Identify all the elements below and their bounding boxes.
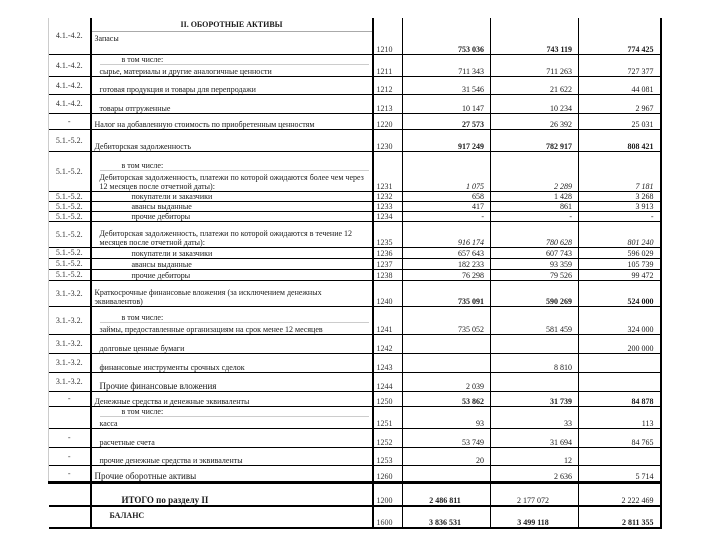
sub-label: в том числе:	[100, 407, 369, 417]
value-cell: 3 836 531	[403, 506, 491, 528]
row-label: Дебиторская задолженность	[91, 129, 373, 151]
note-cell: 5.1.-5.2.	[49, 129, 91, 151]
row-label: Запасы	[94, 34, 119, 43]
sub-label: в том числе:	[100, 313, 369, 323]
value-cell: 31 694	[491, 428, 579, 447]
row-label: БАЛАНС	[91, 506, 373, 528]
value-cell: 84 765	[579, 428, 661, 447]
value-cell: 753 036	[403, 18, 491, 54]
value-cell: 26 392	[491, 113, 579, 129]
table-row	[49, 191, 661, 201]
code-cell: 1220	[373, 113, 403, 129]
row-label: готовая продукция и товары для перепродажи	[91, 76, 373, 94]
value-cell: 743 119	[491, 18, 579, 54]
row-label: прочие дебиторы	[91, 211, 373, 221]
value-cell	[403, 353, 491, 372]
value-cell: 84 878	[579, 391, 661, 406]
code-cell: 1235	[373, 221, 403, 247]
table-row	[49, 211, 661, 221]
note-cell: -	[49, 465, 91, 482]
value-cell: -	[491, 211, 579, 221]
value-cell: 2 967	[579, 94, 661, 113]
balance-sheet	[48, 18, 660, 529]
code-cell: 1241	[373, 306, 403, 334]
note-cell: 5.1.-5.2.	[49, 258, 91, 269]
value-cell: 2 811 355	[579, 506, 661, 528]
value-cell: 2 039	[403, 372, 491, 391]
value-cell: 2 486 811	[403, 482, 491, 506]
code-cell: 1210	[373, 18, 403, 54]
table-row	[49, 465, 661, 482]
value-cell: 5 714	[579, 465, 661, 482]
value-cell: 33	[491, 406, 579, 428]
value-cell	[491, 372, 579, 391]
value-cell: -	[579, 211, 661, 221]
value-cell	[491, 334, 579, 353]
value-cell: 99 472	[579, 269, 661, 280]
note-cell: 3.1.-3.2.	[49, 353, 91, 372]
code-cell: 1253	[373, 447, 403, 465]
code-cell: 1251	[373, 406, 403, 428]
note-cell: 5.1.-5.2.	[49, 151, 91, 191]
value-cell: 524 000	[579, 280, 661, 306]
value-cell: 808 421	[579, 129, 661, 151]
code-cell: 1232	[373, 191, 403, 201]
note-cell	[49, 482, 91, 506]
value-cell: 25 031	[579, 113, 661, 129]
table-row	[49, 334, 661, 353]
value-cell: 735 091	[403, 280, 491, 306]
value-cell	[579, 447, 661, 465]
note-cell: 3.1.-3.2.	[49, 306, 91, 334]
note-cell: -	[49, 113, 91, 129]
row-label: Прочие финансовые вложения	[91, 372, 373, 391]
note-cell: 4.1.-4.2.	[49, 18, 91, 54]
value-cell: 3 268	[579, 191, 661, 201]
row-label: касса	[99, 418, 118, 428]
table-row	[49, 372, 661, 391]
row-label: финансовые инструменты срочных сделок	[91, 353, 373, 372]
value-cell	[403, 465, 491, 482]
code-cell: 1236	[373, 247, 403, 258]
value-cell: 44 081	[579, 76, 661, 94]
row-label: товары отгруженные	[91, 94, 373, 113]
code-cell: 1238	[373, 269, 403, 280]
value-cell: 53 749	[403, 428, 491, 447]
value-cell: 607 743	[491, 247, 579, 258]
table-row	[49, 201, 661, 211]
value-cell: 324 000	[579, 306, 661, 334]
row-label: авансы выданные	[91, 201, 373, 211]
row-label: Прочие оборотные активы	[91, 465, 373, 482]
row-label: Денежные средства и денежные эквиваленты	[91, 391, 373, 406]
code-cell: 1211	[373, 54, 403, 76]
row-label: авансы выданные	[91, 258, 373, 269]
value-cell: 861	[491, 201, 579, 211]
value-cell: 8 810	[491, 353, 579, 372]
row-label: долговые ценные бумаги	[91, 334, 373, 353]
note-cell: 3.1.-3.2.	[49, 334, 91, 353]
value-cell: 53 862	[403, 391, 491, 406]
code-cell: 1234	[373, 211, 403, 221]
value-cell: 105 739	[579, 258, 661, 269]
table-row	[49, 129, 661, 151]
value-cell: 590 269	[491, 280, 579, 306]
row-label: Дебиторская задолженность, платежи по которой ожидаются в течение 12 месяцев после отчетной даты):	[91, 221, 373, 247]
row-label: покупатели и заказчики	[91, 191, 373, 201]
code-cell: 1213	[373, 94, 403, 113]
value-cell: 3 913	[579, 201, 661, 211]
note-cell: 4.1.-4.2.	[49, 94, 91, 113]
row-label: ИТОГО по разделу II	[91, 482, 373, 506]
table-row	[49, 151, 661, 191]
value-cell: 780 628	[491, 221, 579, 247]
note-cell: 4.1.-4.2.	[49, 54, 91, 76]
value-cell	[579, 353, 661, 372]
value-cell: 916 174	[403, 221, 491, 247]
row-label: покупатели и заказчики	[91, 247, 373, 258]
value-cell: 113	[579, 406, 661, 428]
value-cell: 7 181	[579, 151, 661, 191]
table-row	[49, 258, 661, 269]
value-cell: 727 377	[579, 54, 661, 76]
value-cell: 182 233	[403, 258, 491, 269]
value-cell: 200 000	[579, 334, 661, 353]
value-cell: 657 643	[403, 247, 491, 258]
row-label: расчетные счета	[91, 428, 373, 447]
table-row	[49, 428, 661, 447]
note-cell: 5.1.-5.2.	[49, 247, 91, 258]
value-cell: 782 917	[491, 129, 579, 151]
table-row	[49, 247, 661, 258]
value-cell: 711 263	[491, 54, 579, 76]
table-row	[49, 94, 661, 113]
code-cell: 1252	[373, 428, 403, 447]
value-cell: 581 459	[491, 306, 579, 334]
value-cell: 10 147	[403, 94, 491, 113]
code-cell: 1260	[373, 465, 403, 482]
code-cell: 1244	[373, 372, 403, 391]
row-label: займы, предоставленные организациям на срок менее 12 месяцев	[99, 324, 323, 334]
value-cell: 735 052	[403, 306, 491, 334]
table-row	[49, 54, 661, 76]
table-row	[49, 406, 661, 428]
value-cell: 1 075	[403, 151, 491, 191]
code-cell: 1250	[373, 391, 403, 406]
row-label: прочие дебиторы	[91, 269, 373, 280]
code-cell: 1243	[373, 353, 403, 372]
value-cell: 801 240	[579, 221, 661, 247]
value-cell: 2 289	[491, 151, 579, 191]
table-row	[49, 76, 661, 94]
value-cell: 774 425	[579, 18, 661, 54]
section-title: II. ОБОРОТНЫЕ АКТИВЫ	[92, 18, 372, 32]
table-row	[49, 280, 661, 306]
value-cell: 93 359	[491, 258, 579, 269]
value-cell: 711 343	[403, 54, 491, 76]
note-cell: -	[49, 428, 91, 447]
row-label: Краткосрочные финансовые вложения (за исключением денежных эквивалентов)	[91, 280, 373, 306]
code-cell: 1231	[373, 151, 403, 191]
value-cell	[579, 372, 661, 391]
note-cell: 5.1.-5.2.	[49, 269, 91, 280]
value-cell: 31 739	[491, 391, 579, 406]
value-cell: 79 526	[491, 269, 579, 280]
table-row	[49, 221, 661, 247]
note-cell: 5.1.-5.2.	[49, 191, 91, 201]
table-row	[49, 113, 661, 129]
sub-label: в том числе:	[100, 161, 369, 171]
row-label: прочие денежные средства и эквиваленты	[91, 447, 373, 465]
value-cell: 10 234	[491, 94, 579, 113]
value-cell: 658	[403, 191, 491, 201]
value-cell: 93	[403, 406, 491, 428]
note-cell: 3.1.-3.2.	[49, 280, 91, 306]
note-cell: -	[49, 391, 91, 406]
value-cell: 76 298	[403, 269, 491, 280]
value-cell: 20	[403, 447, 491, 465]
value-cell: 27 573	[403, 113, 491, 129]
note-cell: 5.1.-5.2.	[49, 211, 91, 221]
value-cell: 2 636	[491, 465, 579, 482]
table-row	[49, 306, 661, 334]
current-assets-table	[48, 18, 662, 529]
code-cell: 1212	[373, 76, 403, 94]
value-cell: 21 622	[491, 76, 579, 94]
value-cell: 1 428	[491, 191, 579, 201]
code-cell: 1233	[373, 201, 403, 211]
value-cell: 917 249	[403, 129, 491, 151]
code-cell: 1237	[373, 258, 403, 269]
code-cell: 1600	[373, 506, 403, 528]
note-cell: 5.1.-5.2.	[49, 221, 91, 247]
table-row	[49, 18, 661, 54]
value-cell: 31 546	[403, 76, 491, 94]
value-cell: 417	[403, 201, 491, 211]
value-cell: 3 499 118	[491, 506, 579, 528]
code-cell: 1242	[373, 334, 403, 353]
sub-label: в том числе:	[100, 55, 369, 65]
code-cell: 1230	[373, 129, 403, 151]
table-row	[49, 482, 661, 506]
value-cell: 12	[491, 447, 579, 465]
note-cell	[49, 406, 91, 428]
table-row	[49, 269, 661, 280]
note-cell: 4.1.-4.2.	[49, 76, 91, 94]
row-label: Дебиторская задолженность, платежи по которой ожидаются более чем через 12 месяцев после отчетной даты):	[99, 172, 364, 191]
row-label: Налог на добавленную стоимость по приобретенным ценностям	[91, 113, 373, 129]
code-cell: 1200	[373, 482, 403, 506]
table-row	[49, 353, 661, 372]
value-cell: -	[403, 211, 491, 221]
note-cell: 5.1.-5.2.	[49, 201, 91, 211]
table-row	[49, 506, 661, 528]
value-cell: 2 177 072	[491, 482, 579, 506]
table-row	[49, 391, 661, 406]
note-cell: 3.1.-3.2.	[49, 372, 91, 391]
note-cell	[49, 506, 91, 528]
value-cell	[403, 334, 491, 353]
value-cell: 596 029	[579, 247, 661, 258]
note-cell: -	[49, 447, 91, 465]
code-cell: 1240	[373, 280, 403, 306]
value-cell: 2 222 469	[579, 482, 661, 506]
table-row	[49, 447, 661, 465]
row-label: сырье, материалы и другие аналогичные ценности	[99, 66, 272, 76]
